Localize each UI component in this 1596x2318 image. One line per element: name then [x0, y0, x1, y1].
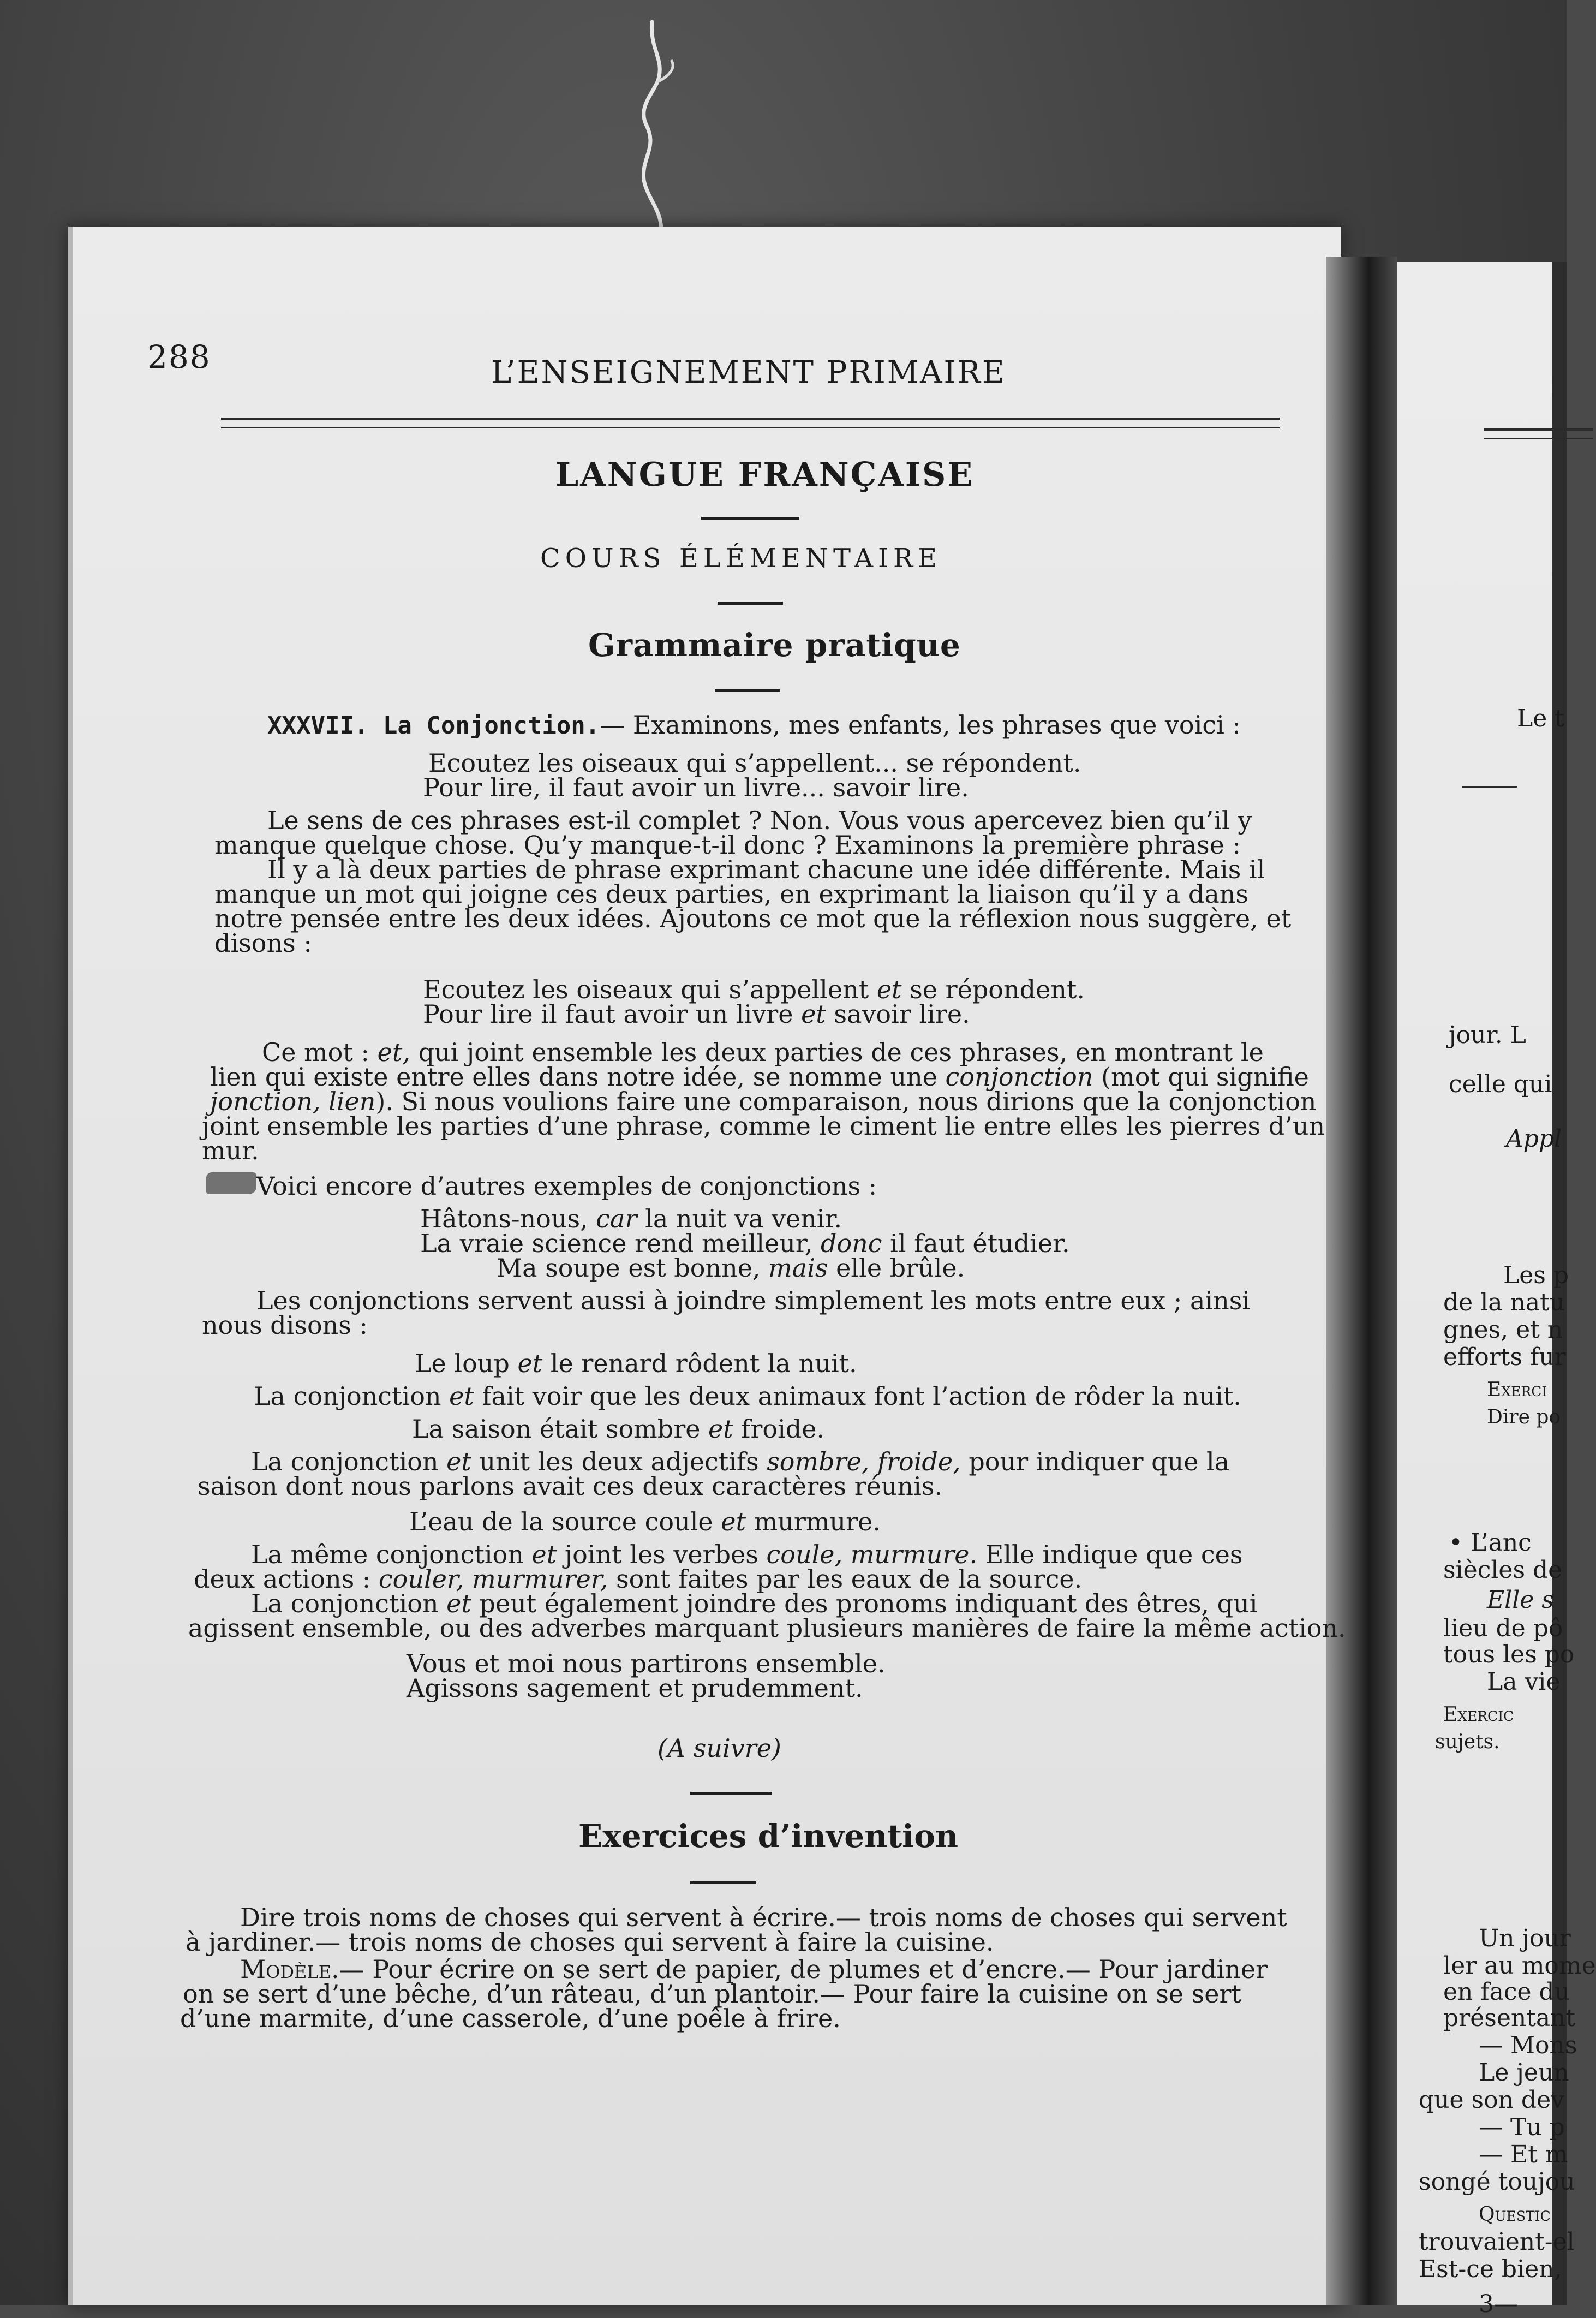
- text-segment: Elle indique que ces: [985, 1540, 1243, 1569]
- text-segment: Ce mot :: [262, 1038, 369, 1067]
- right-fragment: Questic: [1479, 2203, 1551, 2226]
- text-line: [194, 1566, 1082, 1592]
- text-line: Agissons sagement et prudemment.: [407, 1673, 863, 1703]
- right-fragment: sujets.: [1435, 1731, 1500, 1753]
- text-line: [420, 1231, 1070, 1256]
- right-fragment: que son dev: [1419, 2086, 1564, 2114]
- text-segment: le renard rôdent la nuit.: [550, 1349, 857, 1378]
- text-segment: et: [721, 1507, 746, 1536]
- header-rule-thin: [221, 427, 1280, 428]
- right-fragment: — Mons: [1479, 2031, 1577, 2059]
- text-line: notre pensée entre les deux idées. Ajoutons ce mot que la réflexion nous suggère, et: [214, 904, 1292, 933]
- text-line: mur.: [202, 1136, 259, 1165]
- text-line: [251, 1449, 1229, 1474]
- divider: [701, 517, 799, 520]
- right-fragment: lieu de pô: [1443, 1614, 1563, 1642]
- text-line: d’une marmite, d’une casserole, d’une poêle à frire.: [180, 2004, 841, 2033]
- text-line: agissent ensemble, ou des adverbes marquant plusieurs manières de faire la même action.: [188, 1613, 1346, 1643]
- text-segment: La vraie science rend meilleur,: [420, 1229, 813, 1258]
- right-fragment: siècles de: [1443, 1556, 1563, 1584]
- divider: [690, 1792, 772, 1795]
- section-title: LANGUE FRANÇAISE: [555, 456, 975, 494]
- right-fragment: songé toujou: [1419, 2168, 1575, 2196]
- text-segment: la nuit va venir.: [645, 1204, 842, 1234]
- right-fragment: tous les po: [1443, 1641, 1575, 1669]
- text-segment: et: [708, 1414, 733, 1444]
- text-line: [409, 1509, 881, 1534]
- text-segment: (mot qui signifie: [1101, 1062, 1309, 1092]
- text-segment: La conjonction: [254, 1381, 441, 1411]
- right-fragment: Les p: [1503, 1261, 1569, 1289]
- right-fragment: présentant: [1443, 2004, 1576, 2032]
- text-line: joint ensemble les parties d’une phrase, comme le ciment lie entre elles les pierres d’un: [202, 1111, 1325, 1141]
- text-segment: sont faites par les eaux de la source.: [616, 1564, 1083, 1594]
- text-segment: fait voir que les deux animaux font l’action de rôder la nuit.: [482, 1381, 1241, 1411]
- text-segment: deux actions :: [194, 1564, 371, 1594]
- right-fragment: efforts fur: [1443, 1343, 1566, 1371]
- text-line: [497, 1253, 965, 1283]
- text-segment: peut également joindre des pronoms indiquant des êtres, qui: [479, 1589, 1258, 1618]
- text-line: saison dont nous parlons avait ces deux caractères réunis.: [198, 1471, 943, 1501]
- text-line: Il y a là deux parties de phrase exprimant chacune une idée différente. Mais il: [267, 855, 1265, 884]
- text-line: [251, 1591, 1257, 1616]
- lesson-title: Grammaire pratique: [588, 627, 961, 664]
- text-segment: La conjonction: [251, 1447, 439, 1476]
- text-segment: joint les verbes: [564, 1540, 758, 1569]
- right-fragment: Un jour: [1479, 1924, 1571, 1952]
- text-segment: Pour lire il faut avoir un livre: [423, 999, 793, 1029]
- course-title: COURS ÉLÉMENTAIRE: [540, 543, 942, 574]
- text-line: [254, 1381, 1241, 1411]
- text-line: [423, 977, 1085, 1002]
- right-fragment: • L’anc: [1449, 1529, 1532, 1557]
- text-segment: donc: [821, 1229, 882, 1258]
- right-fragment: gnes, et n: [1443, 1316, 1563, 1344]
- text-segment: couler, murmurer,: [378, 1564, 608, 1594]
- text-segment: et,: [377, 1038, 410, 1067]
- text-segment: et: [531, 1540, 557, 1569]
- right-fragment: Exercic: [1443, 1703, 1514, 1726]
- text-segment: froide.: [741, 1414, 825, 1444]
- text-segment: lien qui existe entre elles dans notre idée, se nomme une: [210, 1062, 937, 1092]
- right-header-rule-thin: [1484, 438, 1593, 439]
- text-segment: ). Si nous voulions faire une comparaison, nous dirions que la conjonction: [375, 1087, 1317, 1116]
- text-segment: se répondent.: [910, 975, 1085, 1004]
- divider: [715, 689, 780, 692]
- right-fragment: ler au mome: [1443, 1952, 1596, 1980]
- right-fragment: — Tu p: [1479, 2113, 1565, 2141]
- right-fragment: La vie: [1487, 1668, 1561, 1696]
- text-segment: sombre, froide,: [767, 1447, 961, 1476]
- text-line: à jardiner.— trois noms de choses qui servent à faire la cuisine.: [186, 1927, 994, 1957]
- exercise-title: Exercices d’invention: [578, 1818, 959, 1855]
- text-line: [423, 999, 970, 1029]
- right-fragment: — Et m: [1479, 2141, 1568, 2168]
- text-segment: murmure.: [754, 1507, 881, 1536]
- text-segment: savoir lire.: [834, 999, 970, 1029]
- text-segment: et: [517, 1349, 543, 1378]
- text-line: on se sert d’une bêche, d’un râteau, d’un plantoir.— Pour faire la cuisine on se sert: [183, 1979, 1241, 2009]
- text-line: [412, 1414, 825, 1444]
- right-fragment: Le jeun: [1479, 2059, 1569, 2087]
- right-header-rule: [1484, 428, 1593, 431]
- text-segment: — Examinons, mes enfants, les phrases que voici :: [600, 710, 1241, 740]
- text-segment: jonction, lien: [210, 1087, 376, 1116]
- right-fragment: 3—: [1479, 2290, 1518, 2318]
- text-line: [415, 1351, 857, 1376]
- ink-stain: [206, 1172, 256, 1194]
- text-segment: Le loup: [415, 1349, 510, 1378]
- to-be-continued: (A suivre): [657, 1733, 781, 1763]
- text-segment: qui joint ensemble les deux parties de ces phrases, en montrant le: [418, 1038, 1264, 1067]
- text-segment: car: [596, 1204, 637, 1234]
- text-line: Vous et moi nous partirons ensemble.: [407, 1649, 886, 1678]
- right-rule: [1462, 786, 1517, 788]
- text-segment: L’eau de la source coule: [409, 1507, 713, 1536]
- right-fragment: en face du: [1443, 1978, 1570, 2006]
- right-fragment: Elle s: [1487, 1586, 1554, 1614]
- text-segment: il faut étudier.: [890, 1229, 1070, 1258]
- text-line: nous disons :: [202, 1310, 368, 1340]
- right-fragment: celle qui: [1449, 1070, 1552, 1098]
- text-segment: elle brûle.: [836, 1253, 965, 1283]
- right-fragment: Appl: [1506, 1125, 1562, 1153]
- right-fragment: jour. L: [1449, 1021, 1526, 1049]
- text-segment: unit les deux adjectifs: [479, 1447, 759, 1476]
- text-line: Le sens de ces phrases est-il complet ? Non. Vous vous apercevez bien qu’il y: [267, 806, 1252, 835]
- right-page: [1397, 262, 1596, 2318]
- text-line: [262, 1040, 1264, 1065]
- text-segment: et: [446, 1589, 471, 1618]
- text-segment: pour indiquer que la: [969, 1447, 1230, 1476]
- text-line: [210, 1062, 1309, 1092]
- text-line: [251, 1542, 1242, 1567]
- text-segment: mais: [768, 1253, 828, 1283]
- text-line: [240, 1954, 1268, 1984]
- text-segment: et: [449, 1381, 474, 1411]
- text-segment: La saison était sombre: [412, 1414, 701, 1444]
- right-fragment: Dire po: [1487, 1406, 1561, 1428]
- text-segment: conjonction: [945, 1062, 1093, 1092]
- text-segment: — Pour écrire on se sert de papier, de plumes et d’encre.— Pour jardiner: [339, 1954, 1268, 1984]
- right-fragment: Exerci: [1487, 1379, 1547, 1401]
- divider: [690, 1881, 756, 1884]
- page-number: 288: [147, 338, 211, 376]
- book-gutter: [1326, 257, 1397, 2305]
- text-segment: Ecoutez les oiseaux qui s’appellent: [423, 975, 869, 1004]
- text-line: [210, 1089, 1316, 1114]
- right-fragment: de la natu: [1443, 1289, 1565, 1316]
- text-line: Voici encore d’autres exemples de conjonctions :: [256, 1171, 877, 1201]
- text-line: manque quelque chose. Qu’y manque-t-il donc ? Examinons la première phrase :: [214, 830, 1241, 860]
- text-line: Dire trois noms de choses qui servent à écrire.— trois noms de choses qui servent: [240, 1903, 1287, 1932]
- running-head: L’ENSEIGNEMENT PRIMAIRE: [491, 355, 1006, 390]
- text-line: Ecoutez les oiseaux qui s’appellent... se répondent.: [428, 748, 1081, 778]
- header-rule: [221, 418, 1280, 420]
- text-line: manque un mot qui joigne ces deux parties, en exprimant la liaison qu’il y a dans: [214, 879, 1249, 909]
- text-line: Les conjonctions servent aussi à joindre simplement les mots entre eux ; ainsi: [256, 1286, 1251, 1315]
- text-segment: Hâtons-nous,: [420, 1204, 588, 1234]
- text-line: disons :: [214, 928, 312, 958]
- right-fragment: Est-ce bien,: [1419, 2255, 1562, 2283]
- text-segment: et: [876, 975, 902, 1004]
- divider: [718, 602, 783, 605]
- right-fragment: trouvaient-el: [1419, 2228, 1575, 2256]
- text-line: [267, 712, 1241, 738]
- text-line: Pour lire, il faut avoir un livre... savoir lire.: [423, 773, 969, 802]
- text-line: [420, 1204, 842, 1234]
- text-segment: et: [801, 999, 826, 1029]
- text-segment: La même conjonction: [251, 1540, 524, 1569]
- text-segment: et: [446, 1447, 471, 1476]
- right-fragment: Le t: [1517, 705, 1564, 732]
- model-label: Modèle.: [240, 1954, 339, 1984]
- text-segment: coule, murmure.: [766, 1540, 978, 1569]
- lesson-heading: XXXVII. La Conjonction.: [267, 712, 600, 740]
- text-segment: Ma soupe est bonne,: [497, 1253, 761, 1283]
- bookmark-string: [627, 16, 693, 246]
- text-segment: La conjonction: [251, 1589, 439, 1618]
